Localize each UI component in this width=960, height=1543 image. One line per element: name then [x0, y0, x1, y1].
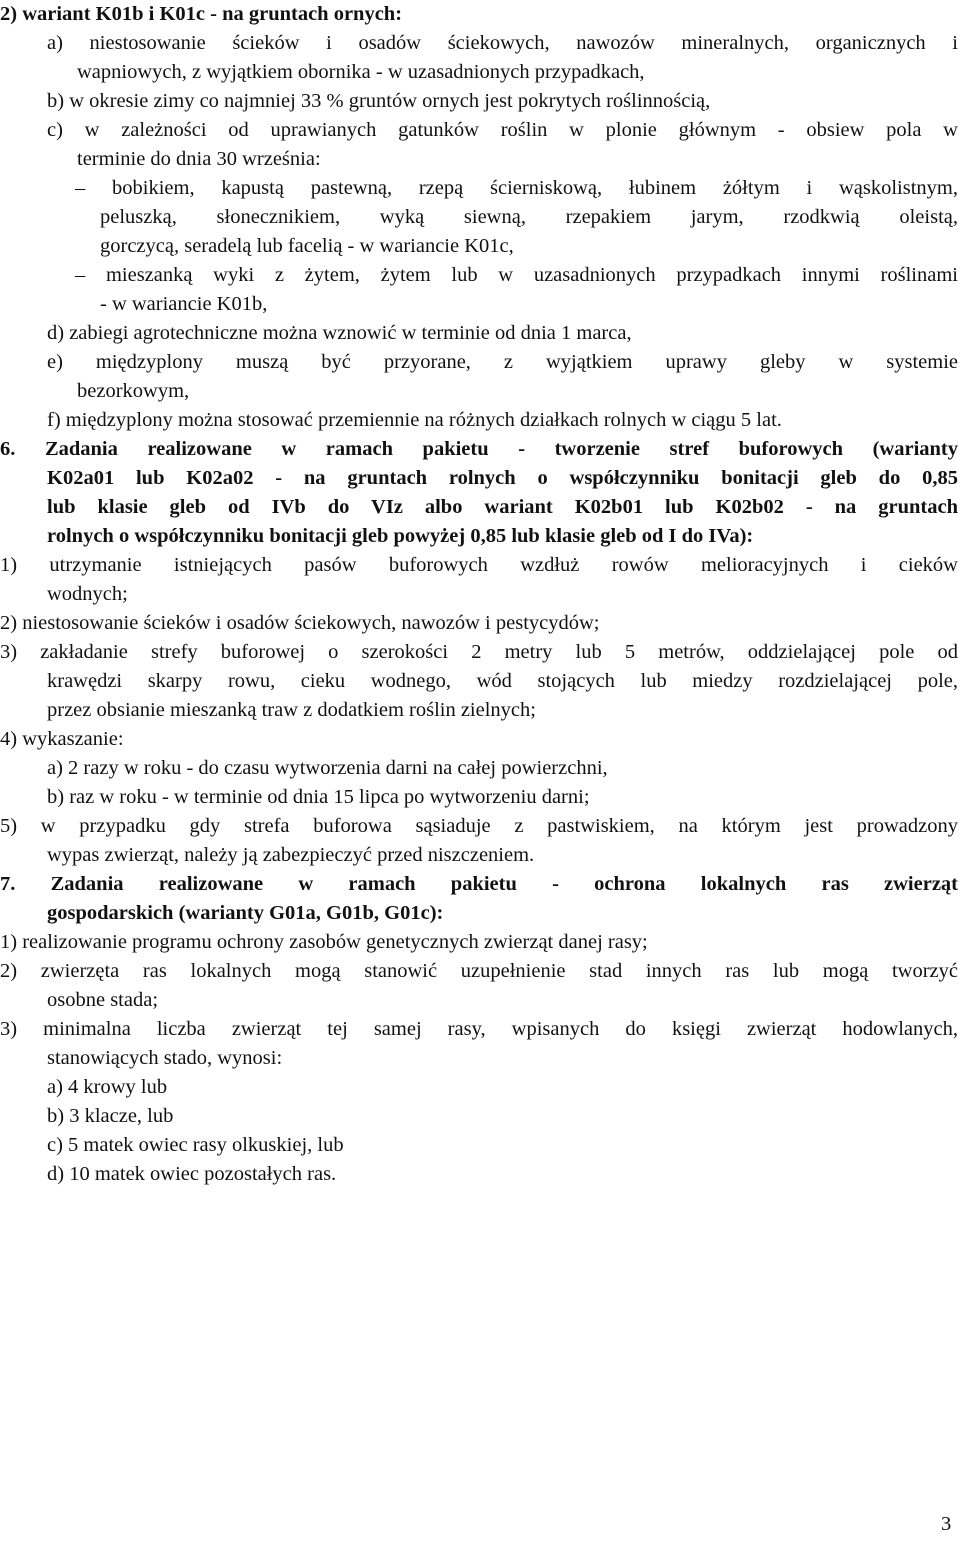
- text-line: 3) minimalna liczba zwierząt tej samej rasy, wpisanych do księgi zwierząt hodowlanych,: [0, 1018, 958, 1040]
- text-line: 7. Zadania realizowane w ramach pakietu - ochrona lokalnych ras zwierząt: [0, 873, 958, 895]
- text-line: – mieszanką wyki z żytem, żytem lub w uzasadnionych przypadkach innymi roślinami: [75, 264, 958, 286]
- text-line: bezorkowym,: [77, 380, 190, 402]
- page-number: 3: [941, 1513, 952, 1535]
- text-line: a) 2 razy w roku - do czasu wytworzenia darni na całej powierzchni,: [47, 757, 608, 779]
- text-line: c) 5 matek owiec rasy olkuskiej, lub: [47, 1134, 344, 1156]
- text-line: b) w okresie zimy co najmniej 33 % gruntów ornych jest pokrytych roślinnością,: [47, 90, 711, 112]
- text-line: d) 10 matek owiec pozostałych ras.: [47, 1163, 337, 1185]
- text-line: 3) zakładanie strefy buforowej o szerokości 2 metry lub 5 metrów, oddzielającej pole od: [0, 641, 958, 663]
- text-line: rolnych o współczynniku bonitacji gleb powyżej 0,85 lub klasie gleb od I do IVa):: [47, 525, 754, 547]
- text-line: d) zabiegi agrotechniczne można wznowić w terminie od dnia 1 marca,: [47, 322, 632, 344]
- text-line: 2) zwierzęta ras lokalnych mogą stanowić uzupełnienie stad innych ras lub mogą tworzyć: [0, 960, 958, 982]
- text-line: a) 4 krowy lub: [47, 1076, 168, 1098]
- text-line: 5) w przypadku gdy strefa buforowa sąsiaduje z pastwiskiem, na którym jest prowadzony: [0, 815, 958, 837]
- text-line: wapniowych, z wyjątkiem obornika - w uzasadnionych przypadkach,: [77, 61, 645, 83]
- text-line: gospodarskich (warianty G01a, G01b, G01c):: [47, 902, 444, 924]
- text-line: terminie do dnia 30 września:: [77, 148, 321, 170]
- text-line: 1) utrzymanie istniejących pasów buforowych wzdłuż rowów melioracyjnych i cieków: [0, 554, 958, 576]
- text-line: 1) realizowanie programu ochrony zasobów genetycznych zwierząt danej rasy;: [0, 931, 648, 953]
- text-line: - w wariancie K01b,: [100, 293, 268, 315]
- text-line: peluszką, słonecznikiem, wyką siewną, rzepakiem jarym, rzodkwią oleistą,: [100, 206, 958, 228]
- text-line: przez obsianie mieszanką traw z dodatkiem roślin zielnych;: [47, 699, 536, 721]
- text-line: 6. Zadania realizowane w ramach pakietu - tworzenie stref buforowych (warianty: [0, 438, 958, 460]
- text-line: 2) niestosowanie ścieków i osadów ściekowych, nawozów i pestycydów;: [0, 612, 600, 634]
- text-line: – bobikiem, kapustą pastewną, rzepą ścierniskową, łubinem żółtym i wąskolistnym,: [75, 177, 958, 199]
- text-line: b) 3 klacze, lub: [47, 1105, 174, 1127]
- text-line: 4) wykaszanie:: [0, 728, 124, 750]
- text-line: b) raz w roku - w terminie od dnia 15 lipca po wytworzeniu darni;: [47, 786, 590, 808]
- text-line: wodnych;: [47, 583, 128, 605]
- text-line: gorczycą, seradelą lub facelią - w wariancie K01c,: [100, 235, 514, 257]
- text-line: K02a01 lub K02a02 - na gruntach rolnych o współczynniku bonitacji gleb do 0,85: [47, 467, 958, 489]
- text-line: a) niestosowanie ścieków i osadów ściekowych, nawozów mineralnych, organicznych i: [47, 32, 958, 54]
- text-line: osobne stada;: [47, 989, 159, 1011]
- text-line: stanowiących stado, wynosi:: [47, 1047, 283, 1069]
- text-line: 2) wariant K01b i K01c - na gruntach ornych:: [0, 3, 403, 25]
- text-line: wypas zwierząt, należy ją zabezpieczyć przed niszczeniem.: [47, 844, 535, 866]
- text-line: e) międzyplony muszą być przyorane, z wyjątkiem uprawy gleby w systemie: [47, 351, 958, 373]
- text-line: f) międzyplony można stosować przemiennie na różnych działkach rolnych w ciągu 5 lat.: [47, 409, 782, 431]
- text-line: lub klasie gleb od IVb do VIz albo wariant K02b01 lub K02b02 - na gruntach: [47, 496, 958, 518]
- text-line: krawędzi skarpy rowu, cieku wodnego, wód stojących lub miedzy rozdzielającej pole,: [47, 670, 958, 692]
- text-line: c) w zależności od uprawianych gatunków roślin w plonie głównym - obsiew pola w: [47, 119, 958, 141]
